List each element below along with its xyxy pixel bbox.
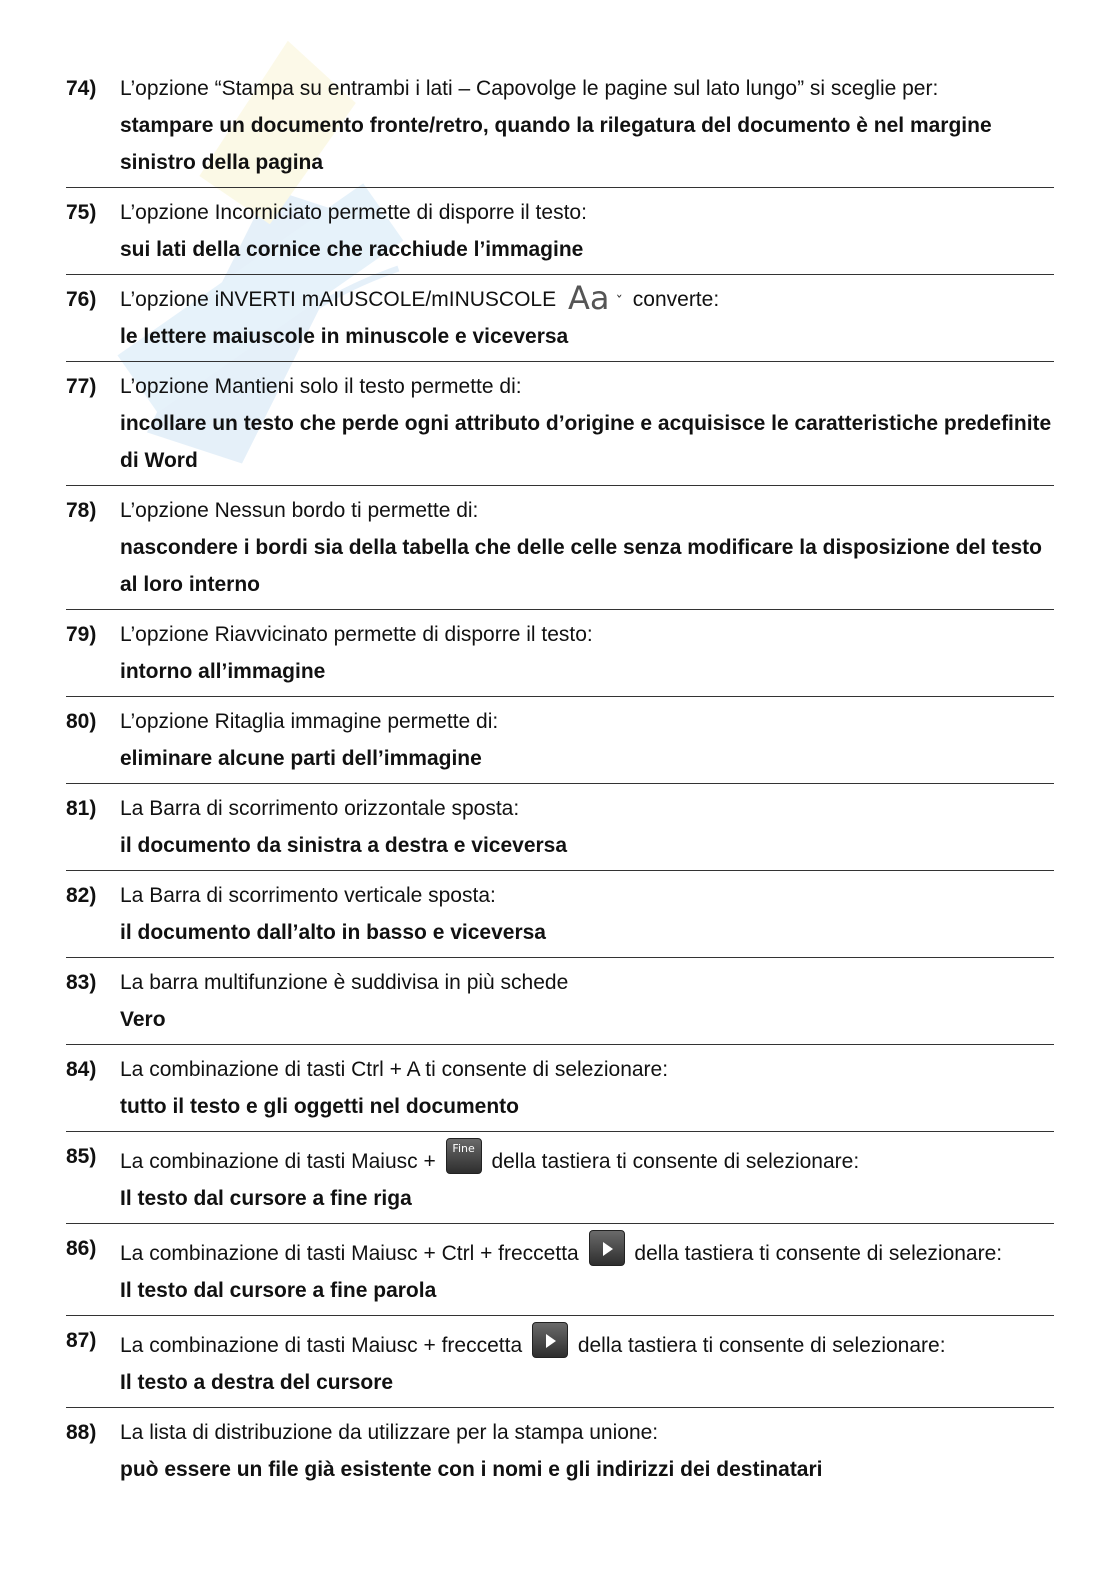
question-text: La barra multifunzione è suddivisa in più schede <box>120 971 569 994</box>
question-text: La combinazione di tasti Ctrl + A ti consente di selezionare: <box>120 1058 669 1081</box>
answer-text: eliminare alcune parti dell’immagine <box>120 747 482 770</box>
arrow-right-key-icon <box>532 1322 568 1358</box>
item-number: 75) <box>66 201 97 224</box>
answer-text: Vero <box>120 1008 166 1031</box>
question-text: L’opzione Mantieni solo il testo permette di: <box>120 375 522 398</box>
item-number: 78) <box>66 499 97 522</box>
answer-text: può essere un file già esistente con i nomi e gli indirizzi dei destinatari <box>120 1458 823 1481</box>
question-text <box>120 1322 1054 1364</box>
item-number: 83) <box>66 971 97 994</box>
list-item <box>66 1408 1054 1494</box>
question-text <box>120 1230 1054 1272</box>
answer-text: sui lati della cornice che racchiude l’immagine <box>120 238 584 261</box>
item-number: 88) <box>66 1421 97 1444</box>
answer-text: il documento da sinistra a destra e viceversa <box>120 834 568 857</box>
question-text: L’opzione Incorniciato permette di disporre il testo: <box>120 201 587 224</box>
answer-text: tutto il testo e gli oggetti nel documento <box>120 1095 519 1118</box>
answer-text: Il testo dal cursore a fine parola <box>120 1279 437 1302</box>
item-number: 74) <box>66 77 97 100</box>
item-number: 80) <box>66 710 97 733</box>
question-text: L’opzione Nessun bordo ti permette di: <box>120 499 479 522</box>
question-text: L’opzione Riavvicinato permette di disporre il testo: <box>120 623 593 646</box>
question-text-after: converte: <box>632 288 720 311</box>
question-text-after: della tastiera ti consente di selezionare: <box>577 1334 946 1357</box>
item-number: 82) <box>66 884 97 907</box>
question-text-after: della tastiera ti consente di selezionare: <box>634 1242 1003 1265</box>
answer-text: intorno all’immagine <box>120 660 326 683</box>
item-number: 85) <box>66 1145 97 1168</box>
answer-text: Il testo a destra del cursore <box>120 1371 394 1394</box>
item-number: 79) <box>66 623 97 646</box>
list-item <box>66 1132 1054 1224</box>
list-item <box>66 64 1054 188</box>
change-case-icon: Aa ˇ <box>567 279 623 317</box>
question-text-after: della tastiera ti consente di selezionare: <box>491 1150 860 1173</box>
question-text: L’opzione “Stampa su entrambi i lati – Capovolge le pagine sul lato lungo” si sceglie per: <box>120 77 939 100</box>
arrow-right-key-icon <box>589 1230 625 1266</box>
question-text: La Barra di scorrimento verticale sposta: <box>120 884 496 907</box>
question-text: La lista di distribuzione da utilizzare per la stampa unione: <box>120 1421 659 1444</box>
item-number: 77) <box>66 375 97 398</box>
item-number: 84) <box>66 1058 97 1081</box>
answer-text: nascondere i bordi sia della tabella che delle celle senza modificare la disposizione del testo al loro interno <box>120 536 1042 596</box>
question-text-before: La combinazione di tasti Maiusc + Ctrl + freccetta <box>120 1242 579 1265</box>
list-item <box>66 784 1054 871</box>
list-item <box>66 486 1054 610</box>
question-text: L’opzione Ritaglia immagine permette di: <box>120 710 499 733</box>
list-item <box>66 1224 1054 1316</box>
list-item <box>66 188 1054 275</box>
answer-text: stampare un documento fronte/retro, quando la rilegatura del documento è nel margine sinistro della pagina <box>120 114 992 174</box>
item-number: 86) <box>66 1237 97 1260</box>
question-text <box>120 281 1054 318</box>
list-item <box>66 1316 1054 1408</box>
list-item <box>66 610 1054 697</box>
question-text-before: L’opzione iNVERTI mAIUSCOLE/mINUSCOLE <box>120 288 557 311</box>
item-number: 81) <box>66 797 97 820</box>
question-text-before: La combinazione di tasti Maiusc + <box>120 1150 436 1173</box>
list-item <box>66 362 1054 486</box>
document-page <box>66 64 1054 1494</box>
question-text-before: La combinazione di tasti Maiusc + freccetta <box>120 1334 523 1357</box>
end-key-icon: Fine <box>446 1138 482 1174</box>
question-text <box>120 1138 1054 1180</box>
list-item <box>66 871 1054 958</box>
item-number: 87) <box>66 1329 97 1352</box>
question-text: La Barra di scorrimento orizzontale sposta: <box>120 797 520 820</box>
answer-text: il documento dall’alto in basso e viceversa <box>120 921 546 944</box>
list-item <box>66 1045 1054 1132</box>
list-item <box>66 958 1054 1045</box>
answer-text: le lettere maiuscole in minuscole e viceversa <box>120 325 569 348</box>
answer-text: incollare un testo che perde ogni attributo d’origine e acquisisce le caratteristiche predefinite di Word <box>120 412 1052 472</box>
item-number: 76) <box>66 288 97 311</box>
list-item <box>66 697 1054 784</box>
chevron-down-icon: ˇ <box>615 293 623 311</box>
answer-text: Il testo dal cursore a fine riga <box>120 1187 412 1210</box>
list-item <box>66 275 1054 362</box>
